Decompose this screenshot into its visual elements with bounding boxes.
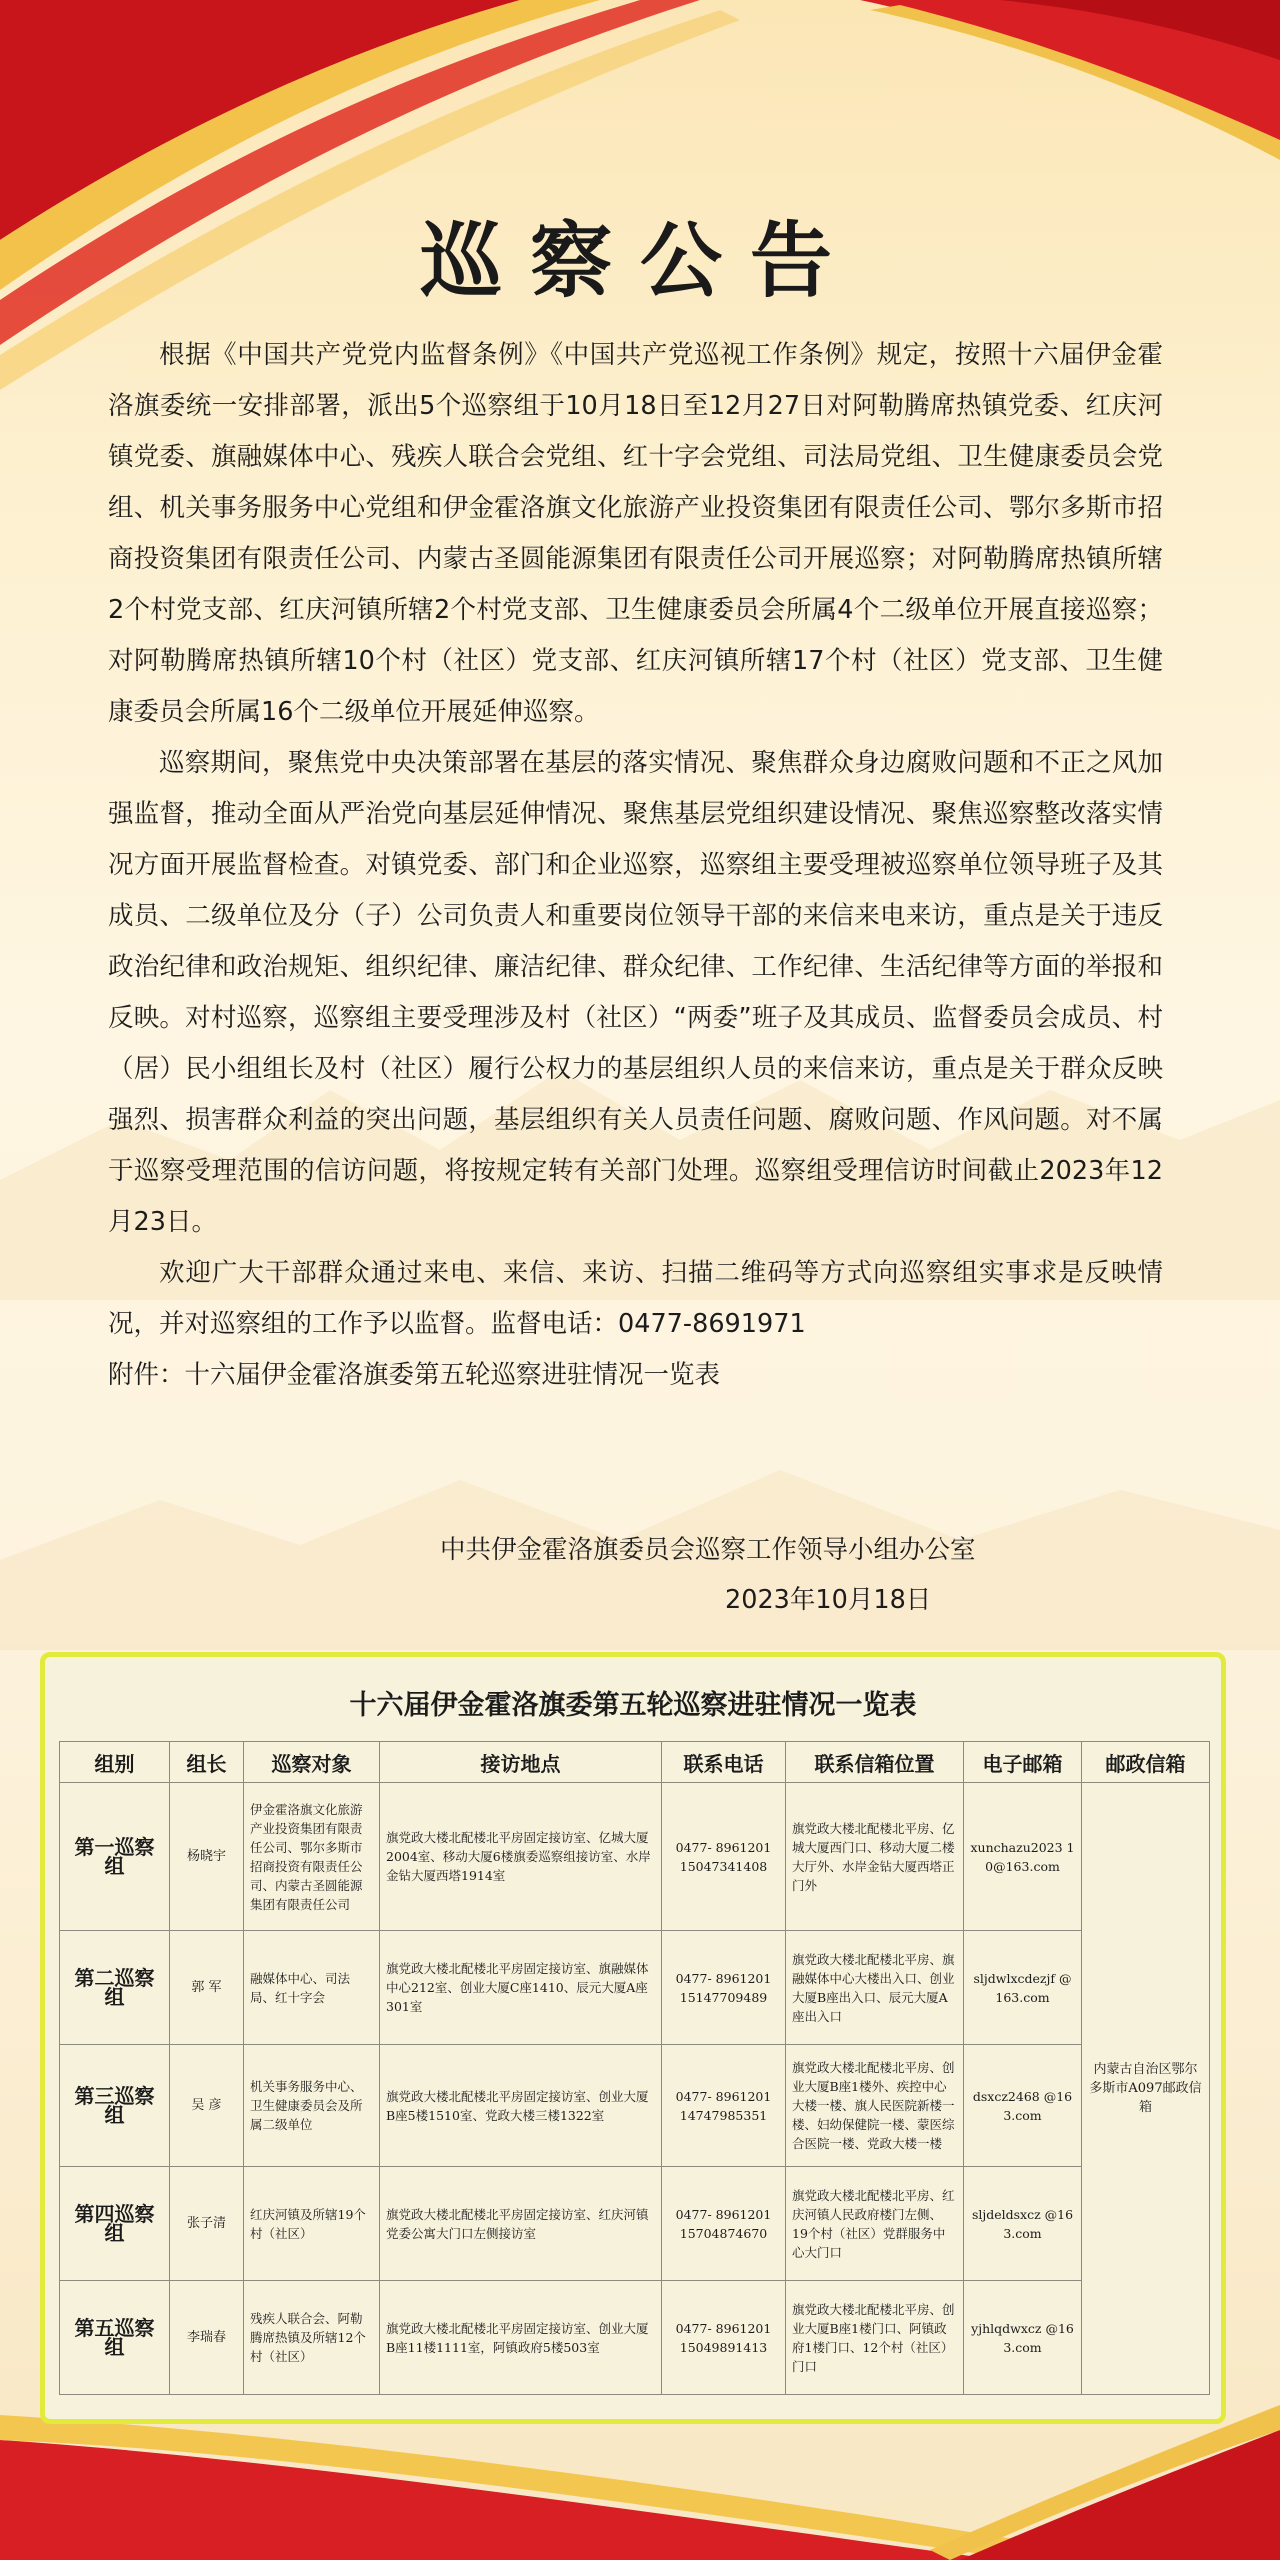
header-targets: 巡察对象 xyxy=(244,1742,380,1783)
reception-location: 旗党政大楼北配楼北平房固定接访室、亿城大厦2004室、移动大厦6楼旗委巡察组接访室、水岸金钻大厦西塔1914室 xyxy=(380,1783,662,1931)
contact-phone: 0477- 8961201 14747985351 xyxy=(662,2045,786,2167)
attachment-note: 附件：十六届伊金霍洛旗委第五轮巡察进驻情况一览表 xyxy=(108,1360,721,1390)
paragraph-2: 巡察期间，聚焦党中央决策部署在基层的落实情况、聚焦群众身边腐败问题和不正之风加强监督，推动全面从严治党向基层延伸情况、聚焦基层党组织建设情况、聚焦巡察整改落实情况方面开展监督检查。对镇党委、部门和企业巡察，巡察组主要受理被巡察单位领导班子及其成员、二级单位及分（子）公司负责人和重要岗位领导干部的来信来电来访，重点是关于违反政治纪律和政治规矩、组织纪律、廉洁纪律、群众纪律、工作纪律、生活纪律等方面的举报和反映。对村巡察，巡察组主要受理涉及村（社区）“两委”班子及其成员、监督委员会成员、村（居）民小组组长及村（社区）履行公权力的基层组织人员的来信来访，重点是关于群众反映强烈、损害群众利益的突出问题，基层组织有关人员责任问题、腐败问题、作风问题。对不属于巡察受理范围的信访问题，将按规定转有关部门处理。巡察组受理信访时间截止2023年12月23日。 xyxy=(108,748,1163,1237)
mailbox-location: 旗党政大楼北配楼北平房、旗融媒体中心大楼出入口、创业大厦B座出入口、辰元大厦A座出入口 xyxy=(786,1931,964,2045)
inspection-table xyxy=(59,1741,1210,2395)
header-email: 电子邮箱 xyxy=(964,1742,1082,1783)
mailbox-location: 旗党政大楼北配楼北平房、创业大厦B座1楼外、疾控中心大楼一楼、旗人民医院新楼一楼、妇幼保健院一楼、蒙医综合医院一楼、党政大楼一楼 xyxy=(786,2045,964,2167)
group-leader: 杨晓宇 xyxy=(170,1783,244,1931)
contact-email: dsxcz2468 @163.com xyxy=(964,2045,1082,2167)
inspection-targets: 融媒体中心、司法局、红十字会 xyxy=(244,1931,380,2045)
contact-email: sljdeldsxcz @163.com xyxy=(964,2167,1082,2281)
table-row xyxy=(60,2045,1210,2167)
contact-phone: 0477- 8961201 15147709489 xyxy=(662,1931,786,2045)
announcement-body xyxy=(108,330,1163,1401)
contact-email: yjhlqdwxcz @163.com xyxy=(964,2281,1082,2395)
reception-location: 旗党政大楼北配楼北平房固定接访室、旗融媒体中心212室、创业大厦C座1410、辰元大厦A座301室 xyxy=(380,1931,662,2045)
contact-email: sljdwlxcdezjf @163.com xyxy=(964,1931,1082,2045)
issuer-name: 中共伊金霍洛旗委员会巡察工作领导小组办公室 xyxy=(440,1535,976,1565)
page-title: 巡察公告 xyxy=(419,213,860,309)
mailbox-location: 旗党政大楼北配楼北平房、红庆河镇人民政府楼门左侧、19个村（社区）党群服务中心大门口 xyxy=(786,2167,964,2281)
signature-block xyxy=(440,1525,1160,1625)
reception-location: 旗党政大楼北配楼北平房固定接访室、红庆河镇党委公寓大门口左侧接访室 xyxy=(380,2167,662,2281)
contact-phone: 0477- 8961201 15049891413 xyxy=(662,2281,786,2395)
header-location: 接访地点 xyxy=(380,1742,662,1783)
group-name: 第一巡察组 xyxy=(60,1783,170,1931)
reception-location: 旗党政大楼北配楼北平房固定接访室、创业大厦B座5楼1510室、党政大楼三楼1322室 xyxy=(380,2045,662,2167)
table-row xyxy=(60,2281,1210,2395)
group-leader: 吴 彦 xyxy=(170,2045,244,2167)
inspection-targets: 伊金霍洛旗文化旅游产业投资集团有限责任公司、鄂尔多斯市招商投资有限责任公司、内蒙古圣圆能源集团有限责任公司 xyxy=(244,1783,380,1931)
header-leader: 组长 xyxy=(170,1742,244,1783)
table-row xyxy=(60,1931,1210,2045)
mailbox-location: 旗党政大楼北配楼北平房、创业大厦B座1楼门口、阿镇政府1楼门口、12个村（社区）门口 xyxy=(786,2281,964,2395)
table-row xyxy=(60,2167,1210,2281)
group-name: 第三巡察组 xyxy=(60,2045,170,2167)
paragraph-3: 欢迎广大干部群众通过来电、来信、来访、扫描二维码等方式向巡察组实事求是反映情况，并对巡察组的工作予以监督。监督电话：0477-8691971 xyxy=(108,1258,1163,1339)
header-mailbox: 联系信箱位置 xyxy=(786,1742,964,1783)
header-group: 组别 xyxy=(60,1742,170,1783)
contact-phone: 0477- 8961201 15047341408 xyxy=(662,1783,786,1931)
mailbox-location: 旗党政大楼北配楼北平房、亿城大厦西门口、移动大厦二楼大厅外、水岸金钻大厦西塔正门外 xyxy=(786,1783,964,1931)
table-row xyxy=(60,1783,1210,1931)
group-leader: 郭 军 xyxy=(170,1931,244,2045)
inspection-table-panel xyxy=(40,1652,1226,2424)
reception-location: 旗党政大楼北配楼北平房固定接访室、创业大厦B座11楼1111室，阿镇政府5楼503室 xyxy=(380,2281,662,2395)
header-phone: 联系电话 xyxy=(662,1742,786,1783)
contact-email: xunchazu2023 10@163.com xyxy=(964,1783,1082,1931)
header-postal: 邮政信箱 xyxy=(1082,1742,1210,1783)
inspection-targets: 残疾人联合会、阿勒腾席热镇及所辖12个村（社区） xyxy=(244,2281,380,2395)
inspection-targets: 机关事务服务中心、卫生健康委员会及所属二级单位 xyxy=(244,2045,380,2167)
table-header-row xyxy=(60,1742,1210,1783)
group-leader: 张子清 xyxy=(170,2167,244,2281)
paragraph-1: 根据《中国共产党党内监督条例》《中国共产党巡视工作条例》规定，按照十六届伊金霍洛旗委统一安排部署，派出5个巡察组于10月18日至12月27日对阿勒腾席热镇党委、红庆河镇党委、旗融媒体中心、残疾人联合会党组、红十字会党组、司法局党组、卫生健康委员会党组、机关事务服务中心党组和伊金霍洛旗文化旅游产业投资集团有限责任公司、鄂尔多斯市招商投资集团有限责任公司、内蒙古圣圆能源集团有限责任公司开展巡察；对阿勒腾席热镇所辖2个村党支部、红庆河镇所辖2个村党支部、卫生健康委员会所属4个二级单位开展直接巡察；对阿勒腾席热镇所辖10个村（社区）党支部、红庆河镇所辖17个村（社区）党支部、卫生健康委员会所属16个二级单位开展延伸巡察。 xyxy=(108,340,1163,727)
group-name: 第二巡察组 xyxy=(60,1931,170,2045)
inspection-targets: 红庆河镇及所辖19个村（社区） xyxy=(244,2167,380,2281)
table-title: 十六届伊金霍洛旗委第五轮巡察进驻情况一览表 xyxy=(349,1690,917,1721)
postal-box: 内蒙古自治区鄂尔多斯市A097邮政信箱 xyxy=(1082,1783,1210,2395)
group-name: 第四巡察组 xyxy=(60,2167,170,2281)
group-name: 第五巡察组 xyxy=(60,2281,170,2395)
group-leader: 李瑞春 xyxy=(170,2281,244,2395)
issue-date: 2023年10月18日 xyxy=(725,1585,932,1615)
contact-phone: 0477- 8961201 15704874670 xyxy=(662,2167,786,2281)
